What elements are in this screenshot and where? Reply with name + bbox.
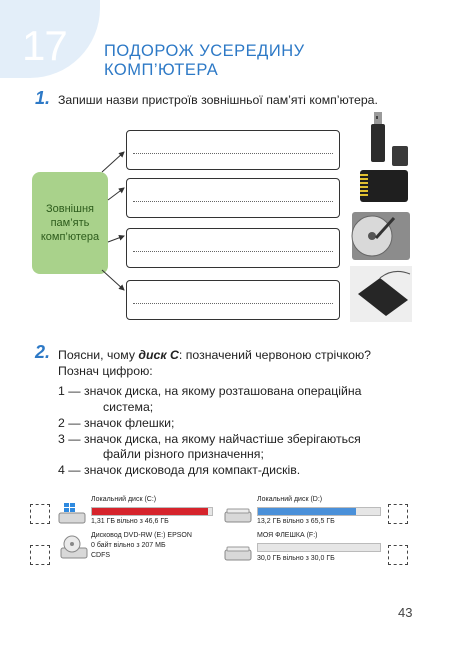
dvd-drive-icon: [60, 534, 88, 560]
external-memory-box: [32, 172, 108, 274]
external-memory-line2: пам’ять: [50, 217, 90, 229]
task2-question-pre: Поясни, чому: [58, 348, 139, 362]
disk-f-name: МОЯ ФЛЕШКА (F:): [257, 532, 318, 539]
memory-card-icon: [360, 170, 408, 202]
arrow-1: [102, 152, 124, 172]
hard-drive-icon: [224, 506, 252, 524]
list-item: 2 — значок флешки;: [58, 416, 175, 430]
answer-field-3[interactable]: [126, 228, 340, 268]
arrow-3: [108, 236, 124, 242]
disk-d-info: 13,2 ГБ вільно з 65,5 ГБ: [257, 518, 335, 525]
arrow-4: [102, 270, 124, 290]
hard-disk-icon: [352, 212, 410, 260]
disk-d-usage-bar: [257, 507, 381, 516]
dvd-info: 0 байт вільно з 207 МБ: [91, 542, 166, 549]
lesson-title-line2: КОМП’ЮТЕРА: [104, 61, 219, 79]
disk-d-usage-fill: [258, 508, 356, 515]
usb-flash-drive-icon: [371, 112, 408, 166]
task1-number: 1.: [35, 88, 51, 108]
external-memory-line3: комп’ютера: [40, 231, 100, 243]
task2-number: 2.: [35, 342, 51, 362]
lesson-title-line1: ПОДОРОЖ УСЕРЕДИНУ: [104, 42, 305, 60]
answer-field-2[interactable]: [126, 178, 340, 218]
disk-c-name: Локальний диск (C:): [91, 496, 157, 503]
flash-drive-icon: [224, 544, 252, 562]
page-number: 43: [398, 605, 413, 620]
list-item: файли різного призначення;: [103, 447, 264, 461]
list-item: 4 — значок дисковода для компакт-дисків.: [58, 463, 301, 477]
answer-field-1[interactable]: [126, 130, 340, 170]
task2-question: [58, 348, 371, 362]
disk-d-name: Локальний диск (D:): [257, 496, 323, 503]
task2-question-post: : позначений червоною стрічкою?: [178, 348, 372, 362]
disk-f-usage-bar: [257, 543, 381, 552]
answer-checkbox-dvd[interactable]: [30, 545, 50, 565]
task2-disk-c: диск С: [138, 348, 179, 362]
lesson-number: 17: [22, 22, 67, 69]
task1-text: Запиши назви пристроїв зовнішньої пам’яті комп’ютера.: [58, 93, 378, 107]
external-memory-line1: Зовнішня: [46, 203, 94, 215]
answer-checkbox-f[interactable]: [388, 545, 408, 565]
task2-instruction: Познач цифрою:: [58, 364, 153, 378]
disk-c-info: 1,31 ГБ вільно з 46,6 ГБ: [91, 518, 169, 525]
disk-c-usage-bar: [91, 507, 213, 516]
list-item: 3 — значок диска, на якому найчастіше зберігаються: [58, 432, 361, 446]
external-hard-drive-icon: [350, 266, 412, 322]
list-item: 1 — значок диска, на якому розташована операційна: [58, 384, 362, 398]
disk-f-info: 30,0 ГБ вільно з 30,0 ГБ: [257, 555, 335, 562]
dvd-name: Дисковод DVD-RW (E:) EPSON: [91, 532, 192, 539]
device-pictures: [350, 108, 412, 322]
disk-c-usage-fill: [92, 508, 208, 515]
answer-checkbox-d[interactable]: [388, 504, 408, 524]
windows-drive-icon: [58, 501, 86, 525]
list-item: система;: [103, 400, 154, 414]
answer-field-4[interactable]: [126, 280, 340, 320]
answer-checkbox-c[interactable]: [30, 504, 50, 524]
dvd-filesystem: CDFS: [91, 552, 111, 559]
arrow-2: [108, 188, 124, 200]
